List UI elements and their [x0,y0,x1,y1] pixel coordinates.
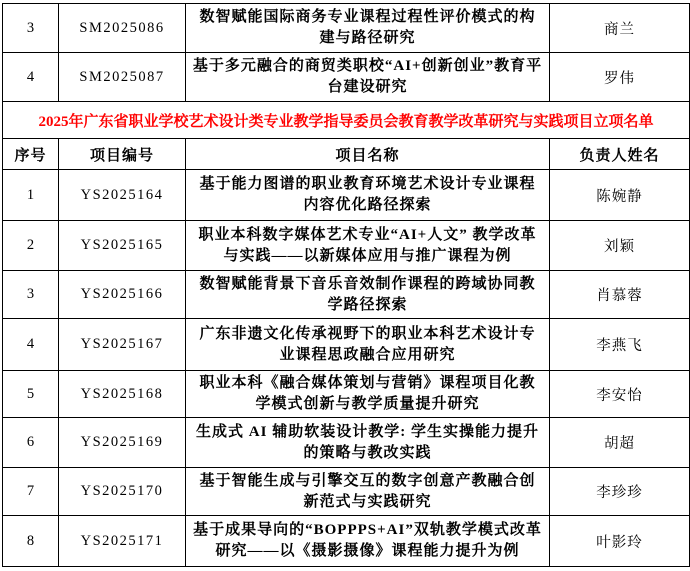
project-title-cell: 基于成果导向的“BOPPPS+AI”双轨教学模式改革研究——以《摄影摄像》课程能力提升为例 [186,516,550,567]
table-row [3,271,690,319]
leader-name-cell: 叶影玲 [550,516,690,567]
serial-cell: 5 [3,371,59,418]
project-code-cell: SM2025087 [59,53,186,102]
project-title-cell: 职业本科数字媒体艺术专业“AI+人文” 教学改革与实践——以新媒体应用与推广课程为例 [186,221,550,271]
serial-cell: 1 [3,170,59,221]
serial-cell: 3 [3,271,59,319]
project-title-cell: 生成式 AI 辅助软装设计教学: 学生实操能力提升的策略与教改实践 [186,418,550,468]
column-header-code: 项目编号 [59,139,186,170]
serial-cell: 4 [3,319,59,371]
table-row [3,102,690,139]
project-code-cell: YS2025166 [59,271,186,319]
project-code-cell: SM2025086 [59,4,186,53]
table-row [3,468,690,516]
column-header-name: 项目名称 [186,139,550,170]
leader-name-cell: 陈婉静 [550,170,690,221]
table-row [3,4,690,53]
table-row [3,53,690,102]
document-page [0,3,690,571]
serial-cell: 2 [3,221,59,271]
leader-name-cell: 肖慕蓉 [550,271,690,319]
column-header-leader: 负责人姓名 [550,139,690,170]
project-code-cell: YS2025170 [59,468,186,516]
project-title-cell: 职业本科《融合媒体策划与营销》课程项目化教学模式创新与教学质量提升研究 [186,371,550,418]
table-row [3,221,690,271]
table-row [3,371,690,418]
leader-name-cell: 商兰 [550,4,690,53]
project-code-cell: YS2025165 [59,221,186,271]
project-code-cell: YS2025168 [59,371,186,418]
project-title-cell: 基于能力图谱的职业教育环境艺术设计专业课程内容优化路径探索 [186,170,550,221]
project-title-cell: 广东非遗文化传承视野下的职业本科艺术设计专业课程思政融合应用研究 [186,319,550,371]
project-title-cell: 基于多元融合的商贸类职校“AI+创新创业”教育平台建设研究 [186,53,550,102]
serial-cell: 6 [3,418,59,468]
leader-name-cell: 李燕飞 [550,319,690,371]
project-code-cell: YS2025171 [59,516,186,567]
serial-cell: 8 [3,516,59,567]
project-code-cell: YS2025169 [59,418,186,468]
table-row [3,170,690,221]
leader-name-cell: 罗伟 [550,53,690,102]
project-approval-table [2,3,690,567]
serial-cell: 4 [3,53,59,102]
serial-cell: 7 [3,468,59,516]
project-title-cell: 基于智能生成与引擎交互的数字创意产教融合创新范式与实践研究 [186,468,550,516]
project-code-cell: YS2025164 [59,170,186,221]
serial-cell: 3 [3,4,59,53]
table-row [3,319,690,371]
table-header-row [3,139,690,170]
leader-name-cell: 李安怡 [550,371,690,418]
project-title-cell: 数智赋能国际商务专业课程过程性评价模式的构建与路径研究 [186,4,550,53]
column-header-serial: 序号 [3,139,59,170]
table-row [3,418,690,468]
project-title-cell: 数智赋能背景下音乐音效制作课程的跨域协同教学路径探索 [186,271,550,319]
section-banner-title: 2025年广东省职业学校艺术设计类专业教学指导委员会教育教学改革研究与实践项目立项名单 [3,102,690,139]
leader-name-cell: 刘颖 [550,221,690,271]
leader-name-cell: 李珍珍 [550,468,690,516]
leader-name-cell: 胡超 [550,418,690,468]
table-row [3,516,690,567]
project-code-cell: YS2025167 [59,319,186,371]
